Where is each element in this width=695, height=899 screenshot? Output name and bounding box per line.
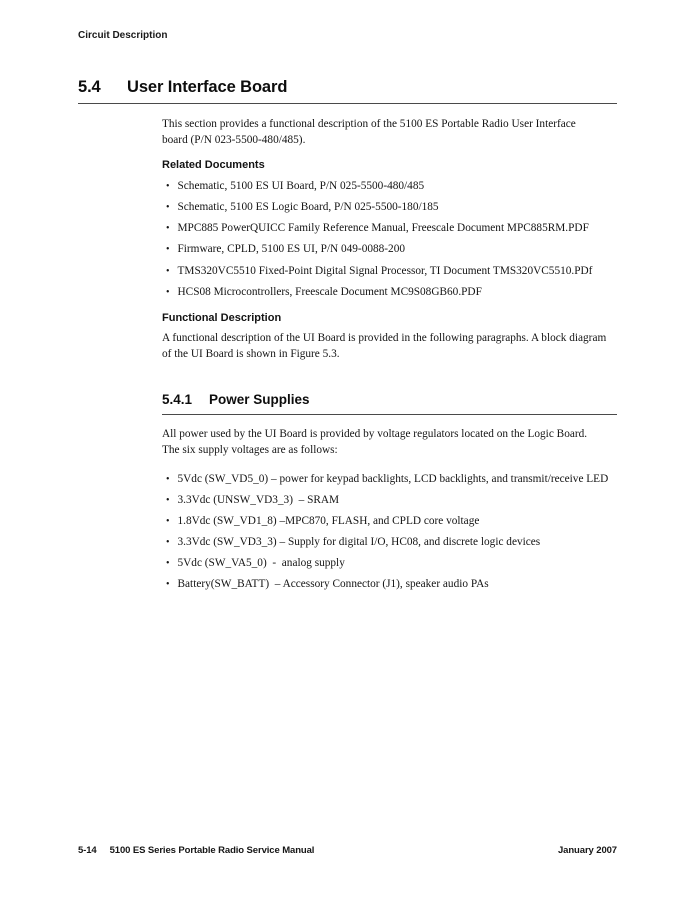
bullet-icon: • (166, 579, 170, 591)
bullet-icon: • (166, 494, 170, 506)
page-content (78, 76, 617, 593)
bullet-icon: • (166, 558, 170, 569)
list-item (166, 472, 617, 488)
list-item-text: Firmware, CPLD, 5100 ES UI, P/N 049-0088-200 (177, 243, 405, 256)
bullet-icon: • (166, 181, 170, 193)
list-item-text: 3.3Vdc (UNSW_VD3_3) – SRAM (177, 493, 340, 506)
list-item (166, 556, 617, 572)
list-item-text: Schematic, 5100 ES UI Board, P/N 025-5500-480/485 (177, 180, 425, 193)
bullet-icon: • (166, 515, 170, 527)
functional-description-paragraph: A functional description of the UI Board is provided in the following paragraphs. A block diagram of the UI Board is shown in Figure 5.3. (162, 332, 610, 360)
body-column (162, 117, 617, 593)
list-item (166, 493, 617, 509)
bullet-icon: • (166, 536, 170, 548)
list-item-text: Schematic, 5100 ES Logic Board, P/N 025-5500-180/185 (177, 201, 439, 214)
list-item (166, 200, 617, 216)
list-item (166, 514, 617, 530)
list-item (166, 179, 617, 195)
bullet-icon: • (166, 202, 170, 214)
list-item-text: MPC885 PowerQUICC Family Reference Manual, Freescale Document MPC885RM.PDF (177, 222, 589, 235)
list-item-text: HCS08 Microcontrollers, Freescale Document MC9S08GB60.PDF (177, 285, 482, 298)
power-supplies-list (162, 472, 617, 593)
list-item (166, 221, 617, 237)
list-item (166, 285, 617, 301)
power-supplies-intro-paragraph: All power used by the UI Board is provided by voltage regulators located on the Logic Board. The six supply voltages are as follows: (162, 428, 596, 457)
subsection-number: 5.4.1 (162, 392, 193, 408)
list-item-text: TMS320VC5510 Fixed-Point Digital Signal Processor, TI Document TMS320VC5510.PDf (177, 264, 593, 277)
page-number: 5-14 (78, 845, 97, 856)
list-item-text: 1.8Vdc (SW_VD1_8) –MPC870, FLASH, and CPLD core voltage (177, 514, 480, 527)
bullet-icon: • (166, 265, 170, 277)
running-header: Circuit Description (78, 30, 168, 41)
bullet-icon: • (166, 223, 170, 235)
subsection-title: Power Supplies (209, 392, 310, 408)
list-item-text: 5Vdc (SW_VA5_0) - analog supply (177, 557, 345, 569)
list-item-text: 3.3Vdc (SW_VD3_3) – Supply for digital I/O, HC08, and discrete logic devices (177, 535, 541, 548)
list-item (166, 535, 617, 551)
bullet-icon: • (166, 286, 170, 298)
section-number: 5.4 (78, 78, 101, 96)
footer-date: January 2007 (557, 845, 617, 856)
bullet-icon: • (166, 473, 170, 485)
footer-left (78, 845, 314, 856)
section-title: User Interface Board (127, 78, 288, 96)
list-item-text: Battery(SW_BATT) – Accessory Connector (J1), speaker audio PAs (177, 578, 489, 591)
subsection-heading (162, 392, 617, 415)
section-intro-paragraph: This section provides a functional description of the 5100 ES Portable Radio User Interface board (P/N 023-5500-480/485). (162, 118, 579, 146)
list-item (166, 577, 617, 593)
manual-title: 5100 ES Series Portable Radio Service Manual (109, 845, 315, 856)
related-documents-list (162, 179, 617, 300)
page-footer (78, 845, 617, 856)
list-item (166, 242, 617, 258)
list-item-text: 5Vdc (SW_VD5_0) – power for keypad backlights, LCD backlights, and transmit/receive LED (177, 472, 609, 485)
related-documents-heading: Related Documents (162, 159, 265, 172)
section-heading (78, 76, 617, 104)
list-item (166, 264, 617, 280)
bullet-icon: • (166, 244, 170, 256)
functional-description-heading: Functional Description (162, 312, 282, 325)
